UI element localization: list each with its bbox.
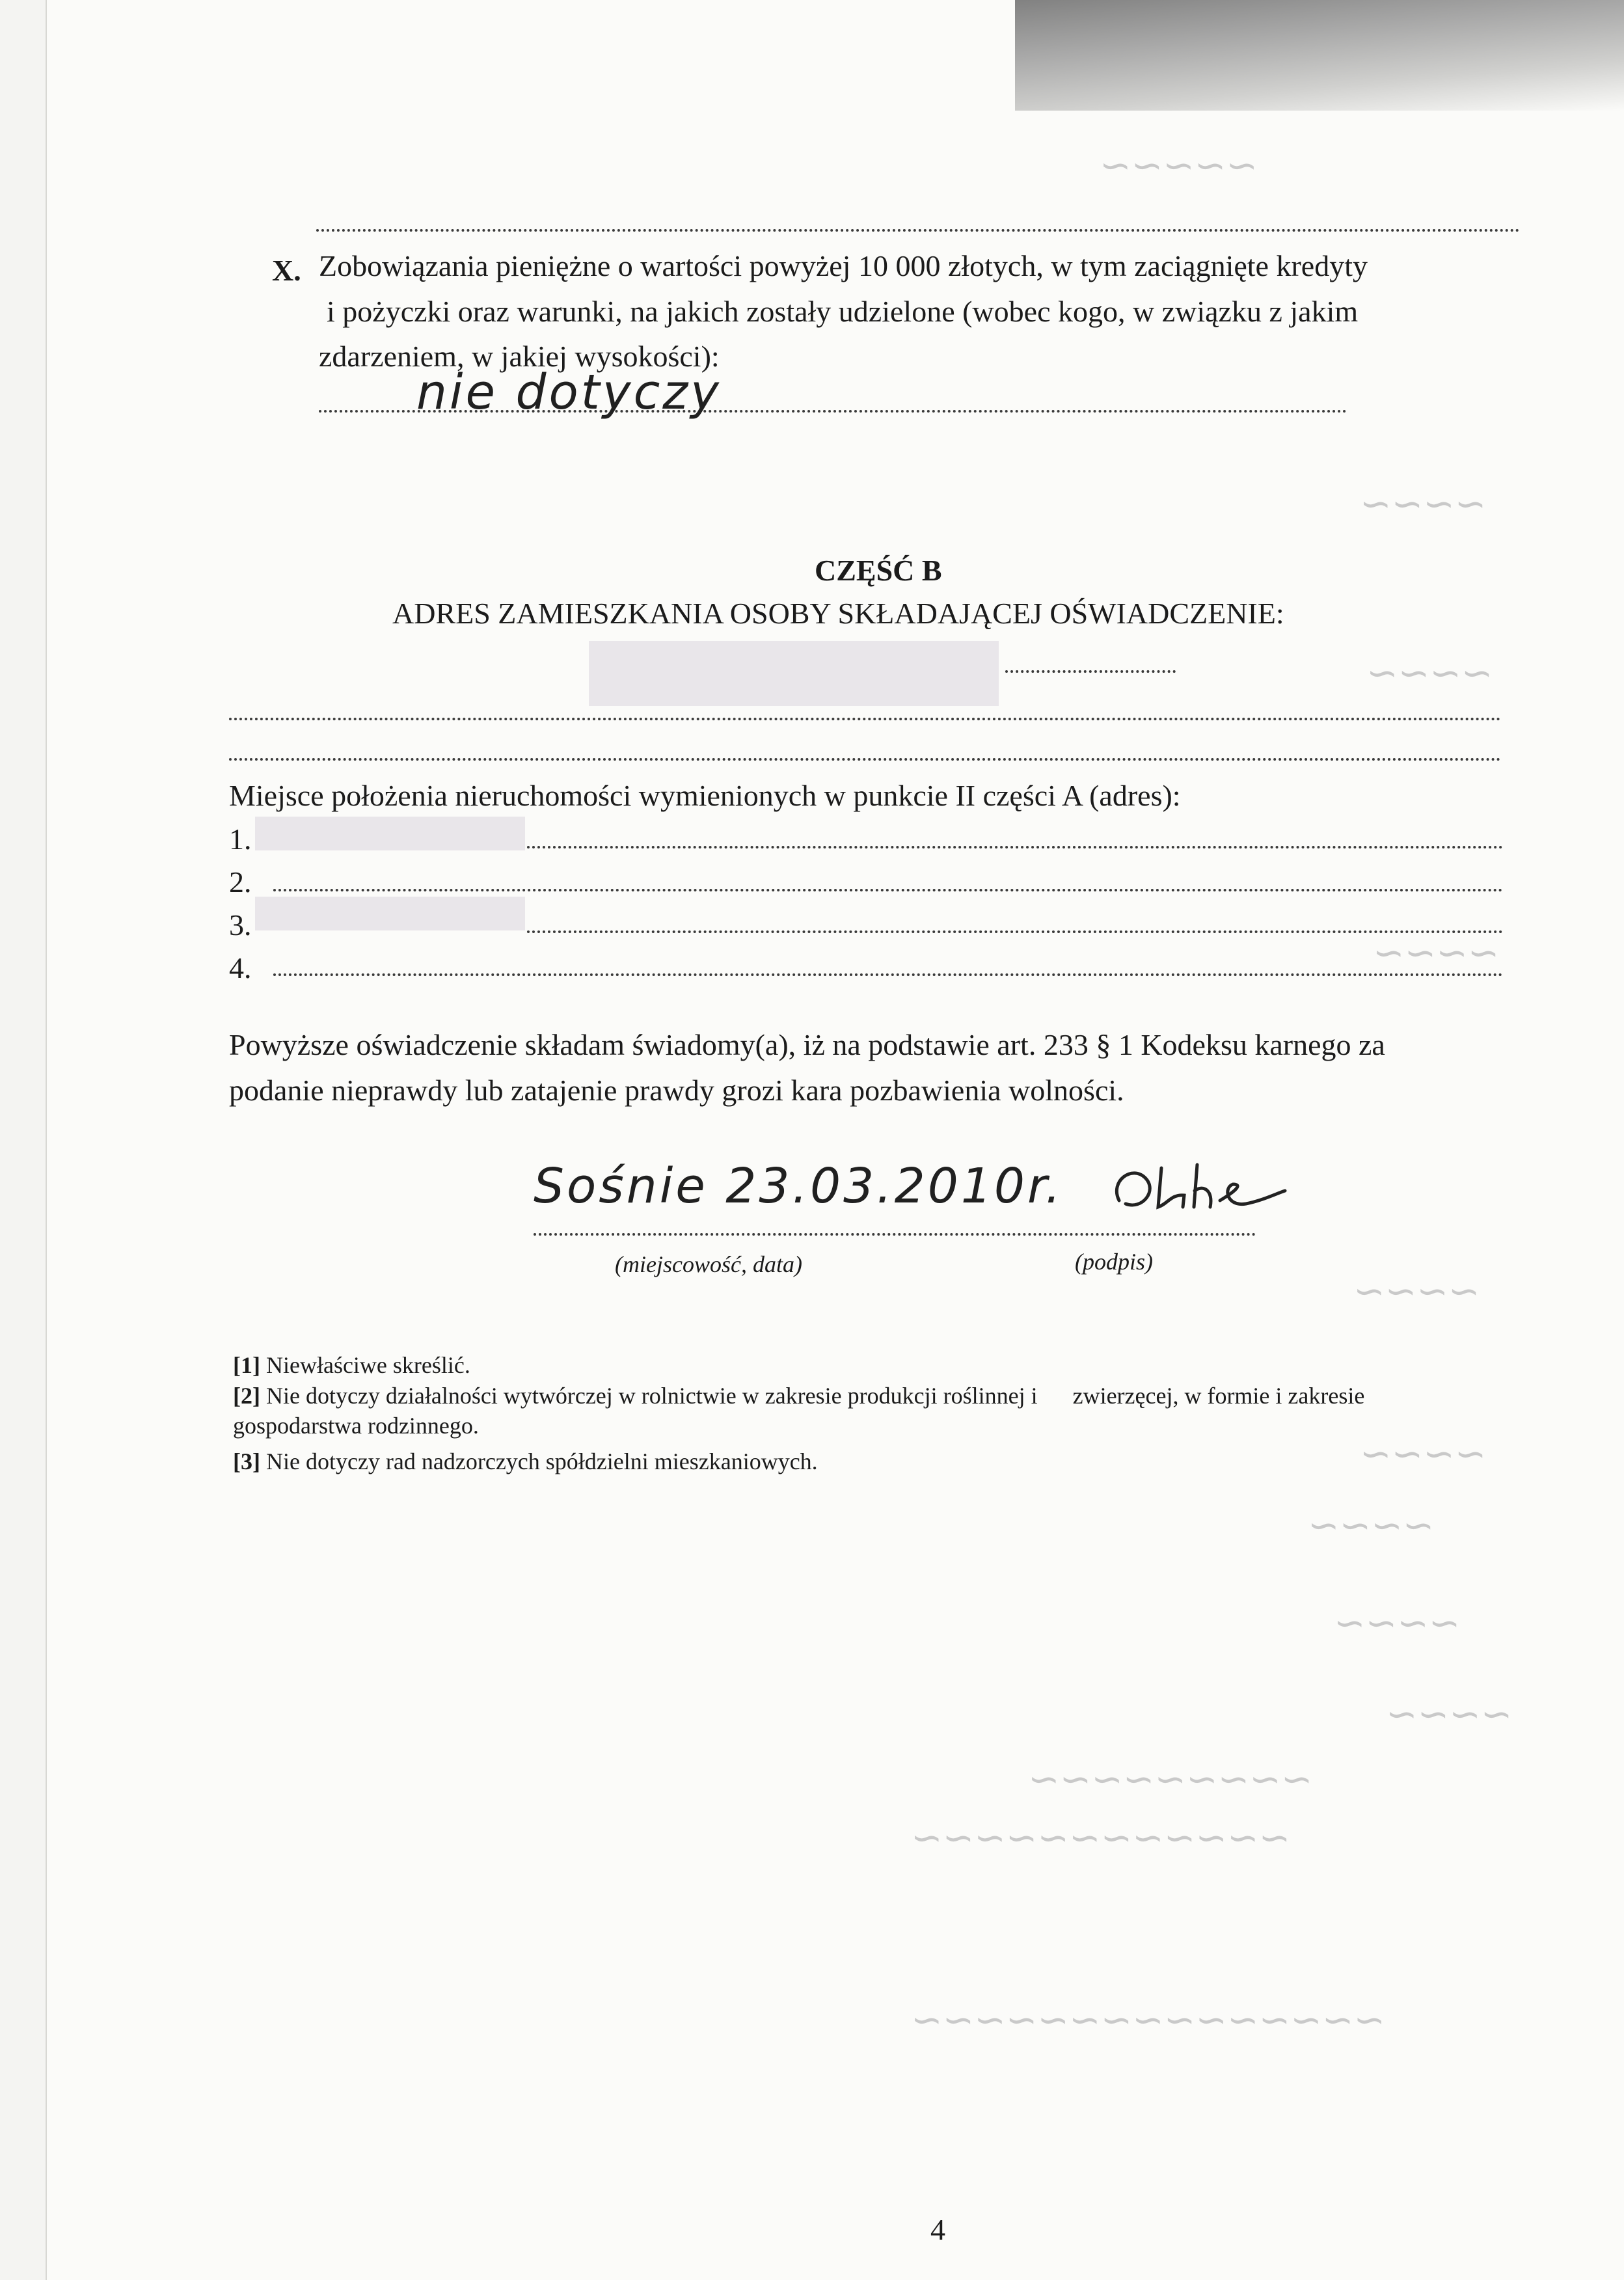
address-line-3 bbox=[229, 758, 1501, 761]
document-page bbox=[46, 0, 1624, 2280]
part-b-title: CZĘŚĆ B bbox=[815, 554, 942, 587]
property-label: Miejsce położenia nieruchomości wymienionych w punkcie II części A (adres): bbox=[229, 779, 1181, 812]
declaration-line1: Powyższe oświadczenie składam świadomy(a), iż na podstawie art. 233 § 1 Kodeksu karnego za bbox=[229, 1028, 1385, 1061]
section-x-line2: i pożyczki oraz warunki, na jakich zostały udzielone (wobec kogo, w związku z jakim bbox=[327, 295, 1359, 328]
scan-tape-artifact bbox=[1015, 0, 1624, 111]
section-x-line3: zdarzeniem, w jakiej wysokości): bbox=[319, 340, 720, 373]
section-x bbox=[272, 252, 301, 289]
property-line-2 bbox=[273, 889, 1503, 891]
footnote-2-text: Nie dotyczy działalności wytwórczej w rolnictwie w zakresie produkcji roślinnej i zwierzęcej, w formie i zakresie bbox=[265, 1383, 1365, 1409]
dotted-line bbox=[316, 229, 1520, 232]
footnote-1-text: Niewłaściwe skreślić. bbox=[265, 1352, 470, 1378]
footnote-3-text: Nie dotyczy rad nadzorczych spółdzielni mieszkaniowych. bbox=[265, 1448, 818, 1474]
property-line-4 bbox=[273, 973, 1503, 976]
footnote-3-marker: [3] bbox=[233, 1448, 260, 1474]
section-x-line1: Zobowiązania pieniężne o wartości powyżej 10 000 złotych, w tym zaciągnięte kredyty bbox=[319, 249, 1368, 282]
declaration-line2: podanie nieprawdy lub zatajenie prawdy grozi kara pozbawienia wolności. bbox=[229, 1074, 1124, 1107]
footnote-1 bbox=[233, 1350, 470, 1380]
signature-dotted-line bbox=[534, 1233, 1256, 1236]
section-x-number: X. bbox=[272, 254, 301, 287]
place-date-label: (miejscowość, data) bbox=[615, 1251, 802, 1277]
footnote-1-marker: [1] bbox=[233, 1352, 260, 1378]
part-b-subtitle: ADRES ZAMIESZKANIA OSOBY SKŁADAJĄCEJ OŚWIADCZENIE: bbox=[392, 597, 1284, 630]
page-number: 4 bbox=[930, 2213, 945, 2246]
footnote-2 bbox=[233, 1381, 1364, 1411]
redacted-address bbox=[589, 641, 999, 706]
footnote-3 bbox=[233, 1446, 818, 1476]
handwritten-answer: nie dotyczy bbox=[416, 364, 722, 420]
address-line-2 bbox=[229, 718, 1501, 720]
property-line-3 bbox=[527, 930, 1503, 933]
property-item-4-number: 4. bbox=[229, 951, 252, 984]
handwritten-signature bbox=[1106, 1155, 1295, 1227]
property-item-1-number: 1. bbox=[229, 822, 252, 856]
footnote-2-cont: gospodarstwa rodzinnego. bbox=[233, 1413, 479, 1439]
footnote-2-marker: [2] bbox=[233, 1383, 260, 1409]
address-line-1 bbox=[1005, 670, 1176, 673]
redacted-property-1 bbox=[255, 817, 525, 850]
handwritten-place-date: Sośnie 23.03.2010r. bbox=[534, 1158, 1064, 1214]
property-item-2-number: 2. bbox=[229, 865, 252, 899]
redacted-property-3 bbox=[255, 897, 525, 930]
property-item-3-number: 3. bbox=[229, 908, 252, 942]
signature-label: (podpis) bbox=[1075, 1249, 1153, 1275]
property-line-1 bbox=[527, 846, 1503, 848]
